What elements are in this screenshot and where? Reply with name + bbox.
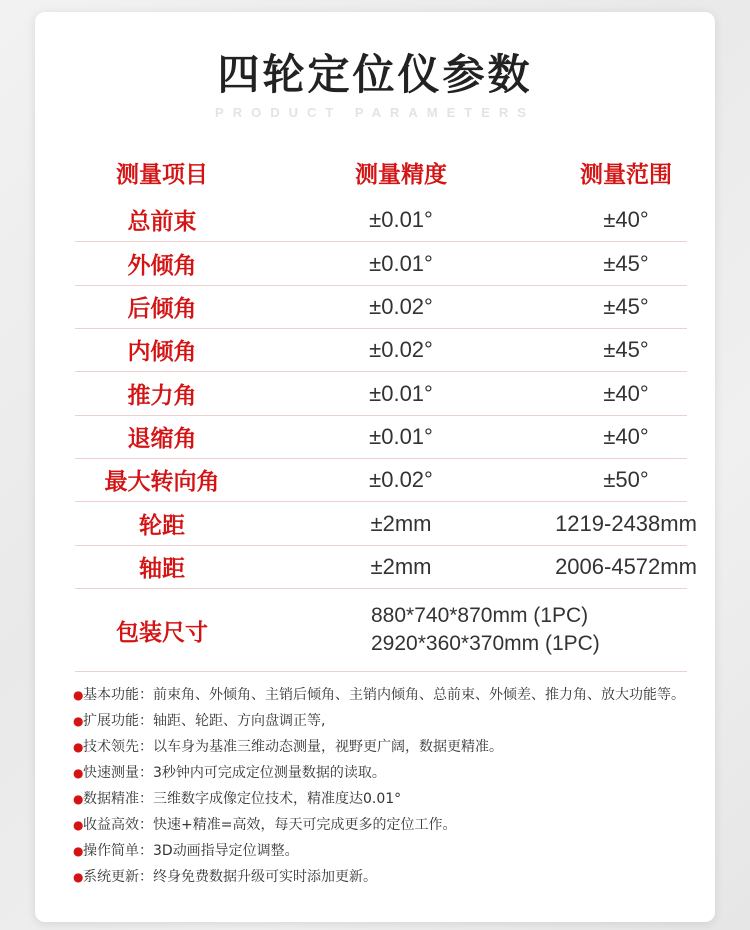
row-item: 总前束 [127, 209, 197, 235]
row-item: 外倾角 [127, 253, 197, 279]
row-range: 2006-4572mm [555, 553, 697, 579]
feature-item [73, 838, 713, 864]
row-item: 轮距 [139, 513, 185, 539]
row-precision: ±0.02° [369, 466, 433, 492]
row-item: 轴距 [139, 556, 185, 582]
column-header-range: 测量范围 [580, 162, 672, 188]
table-row [75, 415, 687, 459]
bullet-icon: ● [73, 766, 84, 780]
bullet-icon: ● [73, 714, 84, 728]
column-header-precision: 测量精度 [355, 162, 447, 188]
feature-item [73, 734, 713, 760]
package-size-line-2: 2920*360*370mm (1PC) [371, 632, 600, 655]
table-header-row [75, 151, 687, 194]
package-size-label: 包装尺寸 [116, 619, 208, 646]
feature-text: 前束角、外倾角、主销后倾角、主销内倾角、总前束、外倾差、推力角、放大功能等。 [153, 687, 685, 703]
feature-text: 3D动画指导定位调整。 [153, 843, 299, 859]
feature-label: 操作简单： [83, 843, 153, 859]
feature-item [73, 864, 713, 890]
row-item: 退缩角 [127, 426, 197, 452]
feature-item [73, 682, 713, 708]
page-title: 四轮定位仪参数 [217, 50, 533, 99]
feature-label: 快速测量： [83, 765, 153, 781]
bullet-icon: ● [73, 688, 84, 702]
row-range: ±40° [603, 380, 649, 406]
row-item: 后倾角 [127, 296, 197, 322]
row-precision: ±0.01° [369, 423, 433, 449]
column-header-item: 测量项目 [116, 162, 208, 188]
feature-label: 系统更新： [83, 869, 153, 885]
row-item: 内倾角 [127, 339, 197, 365]
table-row [75, 285, 687, 329]
feature-item [73, 708, 713, 734]
row-range: ±45° [603, 336, 649, 362]
feature-item [73, 812, 713, 838]
row-precision: ±2mm [370, 510, 432, 536]
row-range: ±45° [603, 250, 649, 276]
feature-text: 快速+精准=高效，每天可完成更多的定位工作。 [153, 817, 457, 833]
feature-text: 三维数字成像定位技术，精准度达0.01° [153, 791, 402, 807]
feature-label: 技术领先： [83, 739, 153, 755]
row-range: ±50° [603, 466, 649, 492]
row-precision: ±2mm [370, 553, 432, 579]
feature-label: 收益高效： [83, 817, 153, 833]
row-precision: ±0.01° [369, 250, 433, 276]
bullet-icon: ● [73, 818, 84, 832]
bullet-icon: ● [73, 844, 84, 858]
table-row [75, 372, 687, 416]
bullet-icon: ● [73, 792, 84, 806]
feature-text: 轴距、轮距、方向盘调正等, [153, 713, 326, 729]
feature-item [73, 760, 713, 786]
row-range: ±45° [603, 293, 649, 319]
spec-card [35, 12, 715, 922]
feature-text: 终身免费数据升级可实时添加更新。 [153, 869, 377, 885]
package-size-line-1: 880*740*870mm (1PC) [371, 604, 589, 627]
row-item: 最大转向角 [104, 469, 220, 495]
package-size-row [75, 589, 687, 672]
table-row [75, 545, 697, 589]
bullet-icon: ● [73, 740, 84, 754]
row-range: ±40° [603, 423, 649, 449]
row-item: 推力角 [127, 383, 197, 409]
row-precision: ±0.01° [369, 206, 433, 232]
table-row [75, 502, 697, 546]
table-row [75, 242, 687, 286]
bullet-icon: ● [73, 870, 84, 884]
feature-item [73, 786, 713, 812]
row-precision: ±0.02° [369, 293, 433, 319]
package-size-values [371, 589, 600, 671]
row-range: ±40° [603, 206, 649, 232]
feature-text: 以车身为基准三维动态测量，视野更广阔，数据更精准。 [153, 739, 503, 755]
feature-text: 3秒钟内可完成定位测量数据的读取。 [153, 765, 386, 781]
table-row [75, 328, 687, 372]
table-row [75, 458, 687, 502]
row-range: 1219-2438mm [555, 510, 697, 536]
feature-list [73, 682, 713, 890]
table-row [75, 198, 687, 242]
feature-label: 数据精准： [83, 791, 153, 807]
feature-label: 基本功能： [83, 687, 153, 703]
row-precision: ±0.01° [369, 380, 433, 406]
page-subtitle: PRODUCT PARAMETERS [215, 105, 535, 120]
row-precision: ±0.02° [369, 336, 433, 362]
feature-label: 扩展功能： [83, 713, 153, 729]
